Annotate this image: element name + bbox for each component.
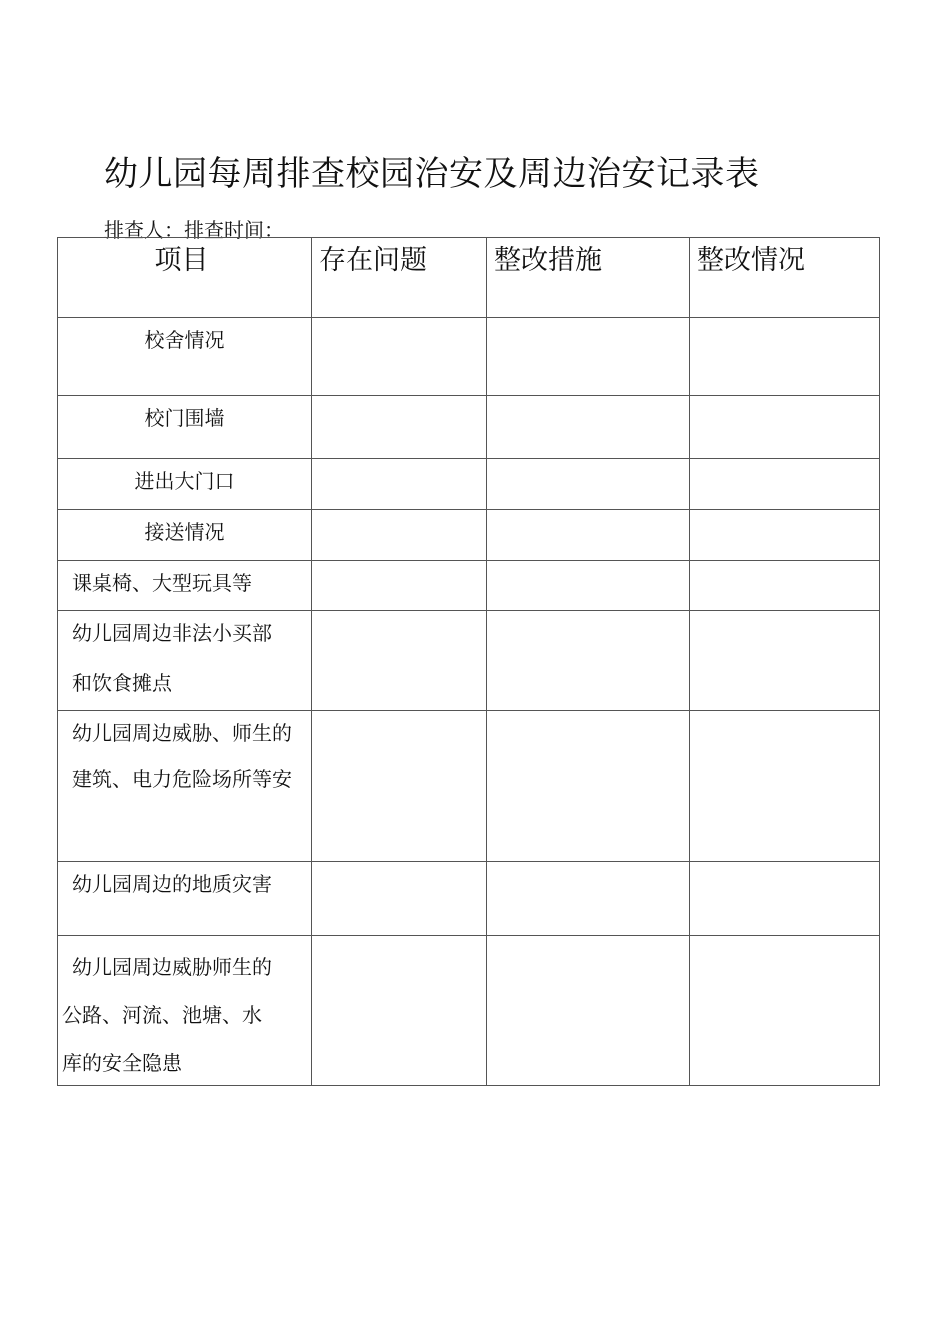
header-existing-problems: 存在问题 — [312, 238, 487, 318]
item-label: 公路、河流、池塘、水 — [62, 1003, 262, 1027]
measures-cell[interactable] — [487, 318, 690, 396]
table-header-row — [58, 238, 880, 318]
measures-cell[interactable] — [487, 561, 690, 611]
status-cell[interactable] — [690, 396, 880, 459]
item-label: 校门围墙 — [144, 406, 225, 430]
item-label: 幼儿园周边非法小买部 — [72, 621, 272, 645]
problems-cell[interactable] — [312, 459, 487, 510]
inspector-and-time-line: 排查人：排查时间： — [104, 218, 284, 242]
item-cell — [58, 459, 312, 510]
problems-cell[interactable] — [312, 936, 487, 1086]
table-row — [58, 561, 880, 611]
problems-cell[interactable] — [312, 510, 487, 561]
header-item: 项目 — [58, 238, 312, 318]
table-row — [58, 318, 880, 396]
item-label: 幼儿园周边威胁、师生的 — [72, 721, 292, 745]
item-label: 幼儿园周边威胁师生的 — [72, 955, 272, 979]
item-cell — [58, 510, 312, 561]
item-cell — [58, 862, 312, 936]
problems-cell[interactable] — [312, 396, 487, 459]
item-label: 库的安全隐患 — [62, 1051, 182, 1075]
item-label: 接送情况 — [144, 520, 225, 544]
inspection-record-table — [57, 237, 880, 1086]
table-row — [58, 936, 880, 1086]
status-cell[interactable] — [690, 459, 880, 510]
table-row — [58, 396, 880, 459]
measures-cell[interactable] — [487, 510, 690, 561]
item-cell — [58, 561, 312, 611]
measures-cell[interactable] — [487, 862, 690, 936]
page-title: 幼儿园每周排查校园治安及周边治安记录表 — [104, 154, 760, 194]
header-rectification-status: 整改情况 — [690, 238, 880, 318]
measures-cell[interactable] — [487, 396, 690, 459]
header-rectification-measures: 整改措施 — [487, 238, 690, 318]
table-row — [58, 611, 880, 711]
item-cell — [58, 611, 312, 711]
item-cell — [58, 936, 312, 1086]
measures-cell[interactable] — [487, 611, 690, 711]
item-label: 幼儿园周边的地质灾害 — [72, 872, 272, 896]
table-row — [58, 862, 880, 936]
status-cell[interactable] — [690, 936, 880, 1086]
problems-cell[interactable] — [312, 318, 487, 396]
measures-cell[interactable] — [487, 711, 690, 862]
problems-cell[interactable] — [312, 561, 487, 611]
item-label: 课桌椅、大型玩具等 — [72, 571, 252, 595]
table-row — [58, 711, 880, 862]
item-label: 和饮食摊点 — [72, 671, 172, 695]
measures-cell[interactable] — [487, 459, 690, 510]
status-cell[interactable] — [690, 561, 880, 611]
table-row — [58, 459, 880, 510]
problems-cell[interactable] — [312, 611, 487, 711]
item-label: 进出大门口 — [134, 469, 235, 493]
item-cell — [58, 396, 312, 459]
table-row — [58, 510, 880, 561]
item-label: 校舍情况 — [144, 328, 225, 352]
status-cell[interactable] — [690, 862, 880, 936]
status-cell[interactable] — [690, 318, 880, 396]
status-cell[interactable] — [690, 510, 880, 561]
problems-cell[interactable] — [312, 862, 487, 936]
item-cell — [58, 318, 312, 396]
status-cell[interactable] — [690, 711, 880, 862]
status-cell[interactable] — [690, 611, 880, 711]
item-label: 建筑、电力危险场所等安 — [72, 767, 292, 791]
problems-cell[interactable] — [312, 711, 487, 862]
item-cell — [58, 711, 312, 862]
measures-cell[interactable] — [487, 936, 690, 1086]
